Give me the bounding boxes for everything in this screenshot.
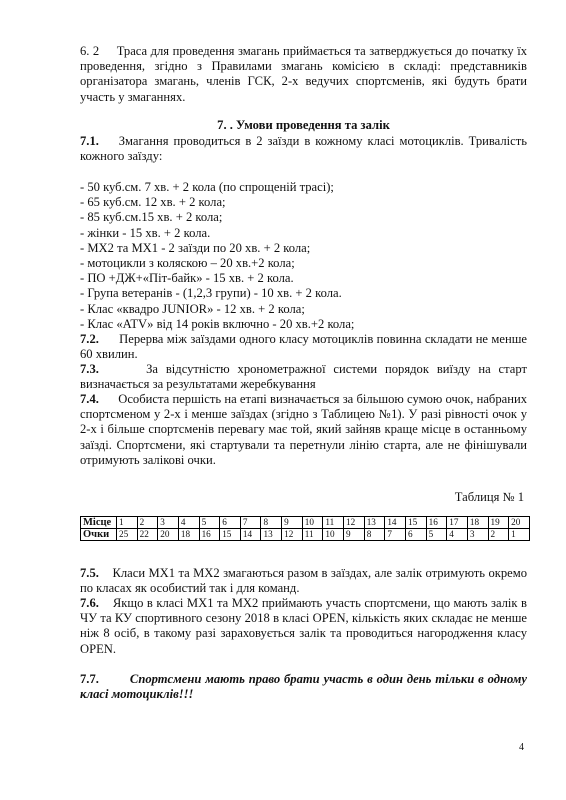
paragraph-text: Спортсмени мають право брати участь в один день тільки в одному класі мотоциклів!!! (80, 672, 527, 702)
list-item: - 85 куб.см.15 хв. + 2 кола; (80, 210, 223, 225)
paragraph-text: Класи МХ1 та МХ2 змагаються разом в заїздах, але залік отримують окремо по класах як особистий так і для команд. (80, 566, 528, 596)
points-cell: 5 (426, 529, 447, 541)
place-cell: 4 (178, 517, 199, 529)
paragraph-number: 7.3. (80, 362, 99, 376)
section-heading: 7. . Умови проведення та залік (217, 118, 390, 132)
place-cell: 7 (240, 517, 261, 529)
points-cell: 6 (405, 529, 426, 541)
paragraph-text: Змагання проводиться в 2 заїзди в кожному класі мотоциклів. Тривалість кожного заїзду: (80, 134, 527, 164)
list-item: - Клас «ATV» від 14 років включно - 20 хв.+2 кола; (80, 316, 355, 331)
paragraph-text: Якщо в класі МХ1 та МХ2 приймають участь спортсмени, що мають залік в ЧУ та КУ спортивного сезону 2018 в класі OPEN, кількість яких складає не менше ніж 8 осіб, в такому разі зараховується залік та проводиться нагородження класу OPEN. (80, 596, 527, 656)
place-cell: 1 (117, 517, 138, 529)
list-item: - Клас «квадро JUNIOR» - 12 хв. + 2 кола; (80, 301, 305, 316)
points-cell: 25 (117, 529, 138, 541)
table-row-points (81, 529, 530, 541)
paragraph-7-2 (80, 332, 527, 362)
place-cell: 14 (385, 517, 406, 529)
paragraph-7-6 (80, 596, 527, 657)
list-item: - жінки - 15 хв. + 2 кола. (80, 225, 211, 240)
points-cell: 1 (509, 529, 530, 541)
paragraph-7-1 (80, 134, 527, 164)
list-item: - 65 куб.см. 12 хв. + 2 кола; (80, 195, 226, 210)
place-cell: 2 (137, 517, 158, 529)
place-cell: 19 (488, 517, 509, 529)
list-item: - МХ2 та МХ1 - 2 заїзди по 20 хв. + 2 кола; (80, 240, 311, 255)
table-caption: Таблиця № 1 (454, 490, 524, 504)
points-cell: 20 (158, 529, 179, 541)
paragraph-number: 7.4. (80, 392, 99, 406)
points-cell: 7 (385, 529, 406, 541)
points-table (80, 516, 530, 541)
place-cell: 6 (220, 517, 241, 529)
place-cell: 20 (509, 517, 530, 529)
paragraph-number: 6. 2 (80, 44, 100, 58)
paragraph-number: 7.6. (80, 596, 99, 610)
paragraph-number: 7.5. (80, 566, 99, 580)
table-row-places (81, 517, 530, 529)
list-item: - ПО +ДЖ+«Піт-байк» - 15 хв. + 2 кола. (80, 271, 294, 286)
points-cell: 16 (199, 529, 220, 541)
place-cell: 16 (426, 517, 447, 529)
points-cell: 13 (261, 529, 282, 541)
paragraph-text: За відсутністю хронометражної системи порядок виїзду на старт визначається за результатами жеребкування (80, 362, 528, 392)
place-cell: 15 (405, 517, 426, 529)
points-cell: 18 (178, 529, 199, 541)
place-cell: 3 (158, 517, 179, 529)
paragraph-text: Перерва між заїздами одного класу мотоциклів повинна складати не менше 60 хвилин. (80, 332, 527, 362)
list-item: - 50 куб.см. 7 хв. + 2 кола (по спрощеній трасі); (80, 180, 334, 194)
class-list (80, 180, 527, 332)
points-cell: 15 (220, 529, 241, 541)
paragraph-7-5 (80, 566, 527, 596)
points-cell: 10 (323, 529, 344, 541)
place-cell: 13 (364, 517, 385, 529)
paragraph-number: 7.1. (80, 134, 99, 148)
paragraph-number: 7.2. (80, 332, 99, 346)
points-cell: 11 (302, 529, 323, 541)
list-item: - мотоцикли з коляскою – 20 хв.+2 кола; (80, 256, 295, 271)
list-item: - Група ветеранів - (1,2,3 групи) - 10 хв. + 2 кола. (80, 286, 342, 301)
place-cell: 11 (323, 517, 344, 529)
points-cell: 2 (488, 529, 509, 541)
points-cell: 14 (240, 529, 261, 541)
place-cell: 17 (447, 517, 468, 529)
points-cell: 9 (344, 529, 365, 541)
paragraph-7-7 (80, 672, 527, 702)
place-cell: 10 (302, 517, 323, 529)
points-cell: 22 (137, 529, 158, 541)
points-cell: 3 (467, 529, 488, 541)
paragraph-text: Особиста першість на етапі визначається за більшою сумою очок, набраних спортсменом у 2-х і менше заїздах (згідно з Таблицею №1). У разі рівності очок у 2-х і більше спортсменів перевагу має той, який зайняв краще місце в останньому заїзді. Спортсмени, які стартували та перетнули лінію старта, але не фінішували отримують залікові очки. (80, 392, 527, 467)
place-cell: 9 (282, 517, 303, 529)
place-cell: 18 (467, 517, 488, 529)
paragraph-text: Траса для проведення змагань приймається та затверджується до початку їх проведення, згідно з Правилами змагань комісією в складі: представників організатора змагань, членів ГСК, 2-х ведучих спортсменів, які будуть брати участь у змаганнях. (80, 44, 527, 104)
points-cell: 4 (447, 529, 468, 541)
paragraph-7-3 (80, 362, 527, 392)
place-cell: 8 (261, 517, 282, 529)
paragraph-7-4 (80, 392, 527, 468)
place-cell: 12 (344, 517, 365, 529)
paragraph-number: 7.7. (80, 672, 99, 686)
paragraph-6-2 (80, 44, 527, 105)
row-label-place: Місце (81, 517, 117, 529)
row-label-points: Очки (81, 529, 117, 541)
points-cell: 8 (364, 529, 385, 541)
place-cell: 5 (199, 517, 220, 529)
page-number: 4 (519, 742, 524, 753)
points-cell: 12 (282, 529, 303, 541)
